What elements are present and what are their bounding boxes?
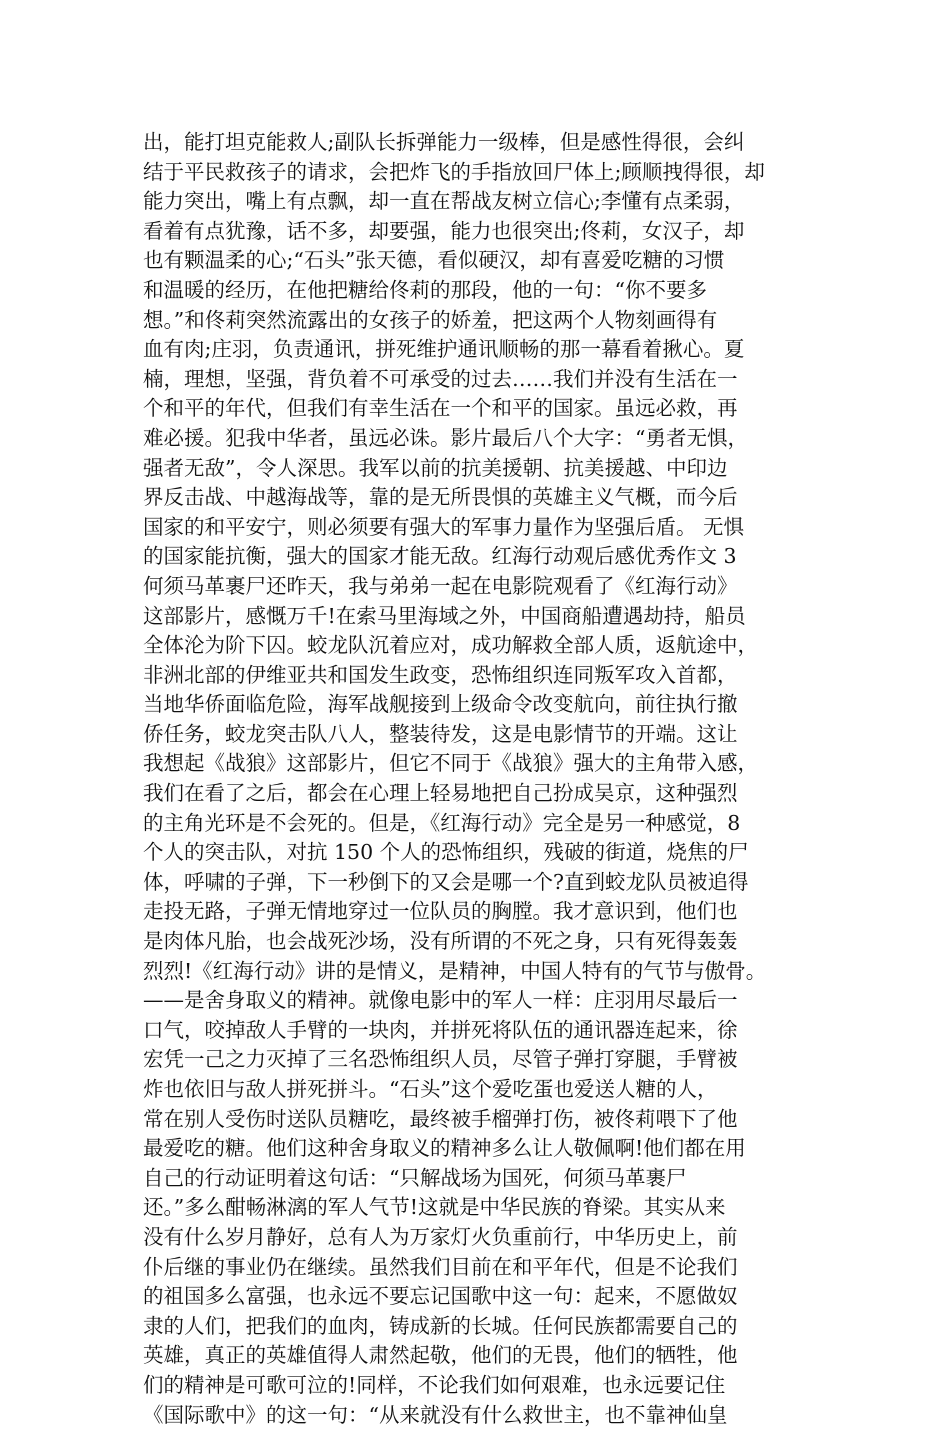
text-line: 口气，咬掉敌人手臂的一块肉，并拼死将队伍的通讯器连起来，徐 bbox=[143, 1017, 738, 1042]
text-line: 也有颗温柔的心;“石头”张天德，看似硬汉，却有喜爱吃糖的习惯 bbox=[143, 248, 725, 273]
text-line: 没有什么岁月静好，总有人为万家灯火负重前行，中华历史上，前 bbox=[143, 1224, 738, 1249]
text-line: 最爱吃的糖。他们这种舍身取义的精神多么让人敬佩啊!他们都在用 bbox=[143, 1136, 746, 1161]
text-line: 看着有点犹豫，话不多，却要强，能力也很突出;佟莉，女汉子，却 bbox=[143, 218, 745, 243]
text-line: 界反击战、中越海战等，靠的是无所畏惧的英雄主义气概，而今后 bbox=[143, 485, 738, 510]
text-line: 个人的突击队，对抗 150 个人的恐怖组织，残破的街道，烧焦的尸 bbox=[143, 840, 749, 865]
text-line: 我们在看了之后，都会在心理上轻易地把自己扮成吴京，这种强烈 bbox=[143, 781, 738, 806]
text-line: 烈烈!《红海行动》讲的是情义，是精神，中国人特有的气节与傲骨。 bbox=[143, 958, 767, 983]
text-line: 常在别人受伤时送队员糖吃，最终被手榴弹打伤，被佟莉喂下了他 bbox=[143, 1106, 738, 1131]
text-line: 这部影片，感慨万千!在索马里海域之外，中国商船遭遇劫持，船员 bbox=[143, 603, 746, 628]
text-line: 们的精神是可歌可泣的!同样，不论我们如何艰难，也永远要记住 bbox=[143, 1372, 726, 1397]
text-line: 国家的和平安宁，则必须要有强大的军事力量作为坚强后盾。 无惧 bbox=[143, 514, 745, 539]
text-line: 血有肉;庄羽，负责通讯，拼死维护通讯顺畅的那一幕看着揪心。夏 bbox=[143, 337, 745, 362]
text-line: 难必援。犯我中华者，虽远必诛。影片最后八个大字：“勇者无惧， bbox=[143, 425, 748, 450]
text-line: 的国家能抗衡，强大的国家才能无敌。红海行动观后感优秀作文 3 bbox=[143, 544, 737, 569]
text-line: 何须马革裹尸还昨天，我与弟弟一起在电影院观看了《红海行动》 bbox=[143, 573, 738, 598]
text-line: 我想起《战狼》这部影片，但它不同于《战狼》强大的主角带入感， bbox=[143, 751, 758, 776]
text-line: 非洲北部的伊维亚共和国发生政变，恐怖组织连同叛军攻入首都， bbox=[143, 662, 738, 687]
text-line: 还。”多么酣畅淋漓的军人气节!这就是中华民族的脊梁。其实从来 bbox=[143, 1195, 726, 1220]
text-line: ——是舍身取义的精神。就像电影中的军人一样：庄羽用尽最后一 bbox=[143, 988, 738, 1013]
text-line: 楠，理想，坚强，背负着不可承受的过去……我们并没有生活在一 bbox=[143, 366, 738, 391]
text-line: 能力突出，嘴上有点飘，却一直在帮战友树立信心;李懂有点柔弱， bbox=[143, 189, 745, 214]
text-line: 的祖国多么富强，也永远不要忘记国歌中这一句：起来，不愿做奴 bbox=[143, 1284, 738, 1309]
text-line: 的主角光环是不会死的。但是，《红海行动》完全是另一种感觉，8 bbox=[143, 810, 741, 835]
text-line: 全体沦为阶下囚。蛟龙队沉着应对，成功解救全部人质，返航途中， bbox=[143, 633, 758, 658]
text-line: 和温暖的经历，在他把糖给佟莉的那段，他的一句：“你不要多 bbox=[143, 277, 707, 302]
body-text bbox=[143, 128, 833, 1430]
text-line: 强者无敌”，令人深思。我军以前的抗美援朝、抗美援越、中印边 bbox=[143, 455, 728, 480]
text-line: 是肉体凡胎，也会战死沙场，没有所谓的不死之身，只有死得轰轰 bbox=[143, 929, 738, 954]
text-line: 结于平民救孩子的请求，会把炸飞的手指放回尸体上;顾顺拽得很，却 bbox=[143, 159, 765, 184]
text-line: 侨任务，蛟龙突击队八人，整装待发，这是电影情节的开端。这让 bbox=[143, 721, 738, 746]
text-line: 《国际歌中》的这一句：“从来就没有什么救世主，也不靠神仙皇 bbox=[143, 1402, 728, 1427]
text-line: 宏凭一己之力灭掉了三名恐怖组织人员，尽管子弹打穿腿，手臂被 bbox=[143, 1047, 738, 1072]
text-line: 个和平的年代，但我们有幸生活在一个和平的国家。虽远必救，再 bbox=[143, 396, 738, 421]
text-line: 隶的人们，把我们的血肉，铸成新的长城。任何民族都需要自己的 bbox=[143, 1313, 738, 1338]
text-line: 英雄，真正的英雄值得人肃然起敬，他们的无畏，他们的牺牲，他 bbox=[143, 1343, 738, 1368]
text-line: 炸也依旧与敌人拼死拼斗。“石头”这个爱吃蛋也爱送人糖的人， bbox=[143, 1077, 718, 1101]
text-line: 想。”和佟莉突然流露出的女孩子的娇羞，把这两个人物刻画得有 bbox=[143, 307, 718, 332]
text-line: 自己的行动证明着这句话：“只解战场为国死，何须马革裹尸 bbox=[143, 1165, 687, 1190]
text-line: 当地华侨面临危险，海军战舰接到上级命令改变航向，前往执行撤 bbox=[143, 692, 738, 717]
text-line: 出，能打坦克能救人;副队长拆弹能力一级棒，但是感性得很，会纠 bbox=[143, 130, 745, 154]
text-line: 体，呼啸的子弹，下一秒倒下的又会是哪一个?直到蛟龙队员被追得 bbox=[143, 869, 749, 894]
text-line: 仆后继的事业仍在继续。虽然我们目前在和平年代，但是不论我们 bbox=[143, 1254, 738, 1279]
text-line: 走投无路，子弹无情地穿过一位队员的胸膛。我才意识到，他们也 bbox=[143, 899, 738, 924]
